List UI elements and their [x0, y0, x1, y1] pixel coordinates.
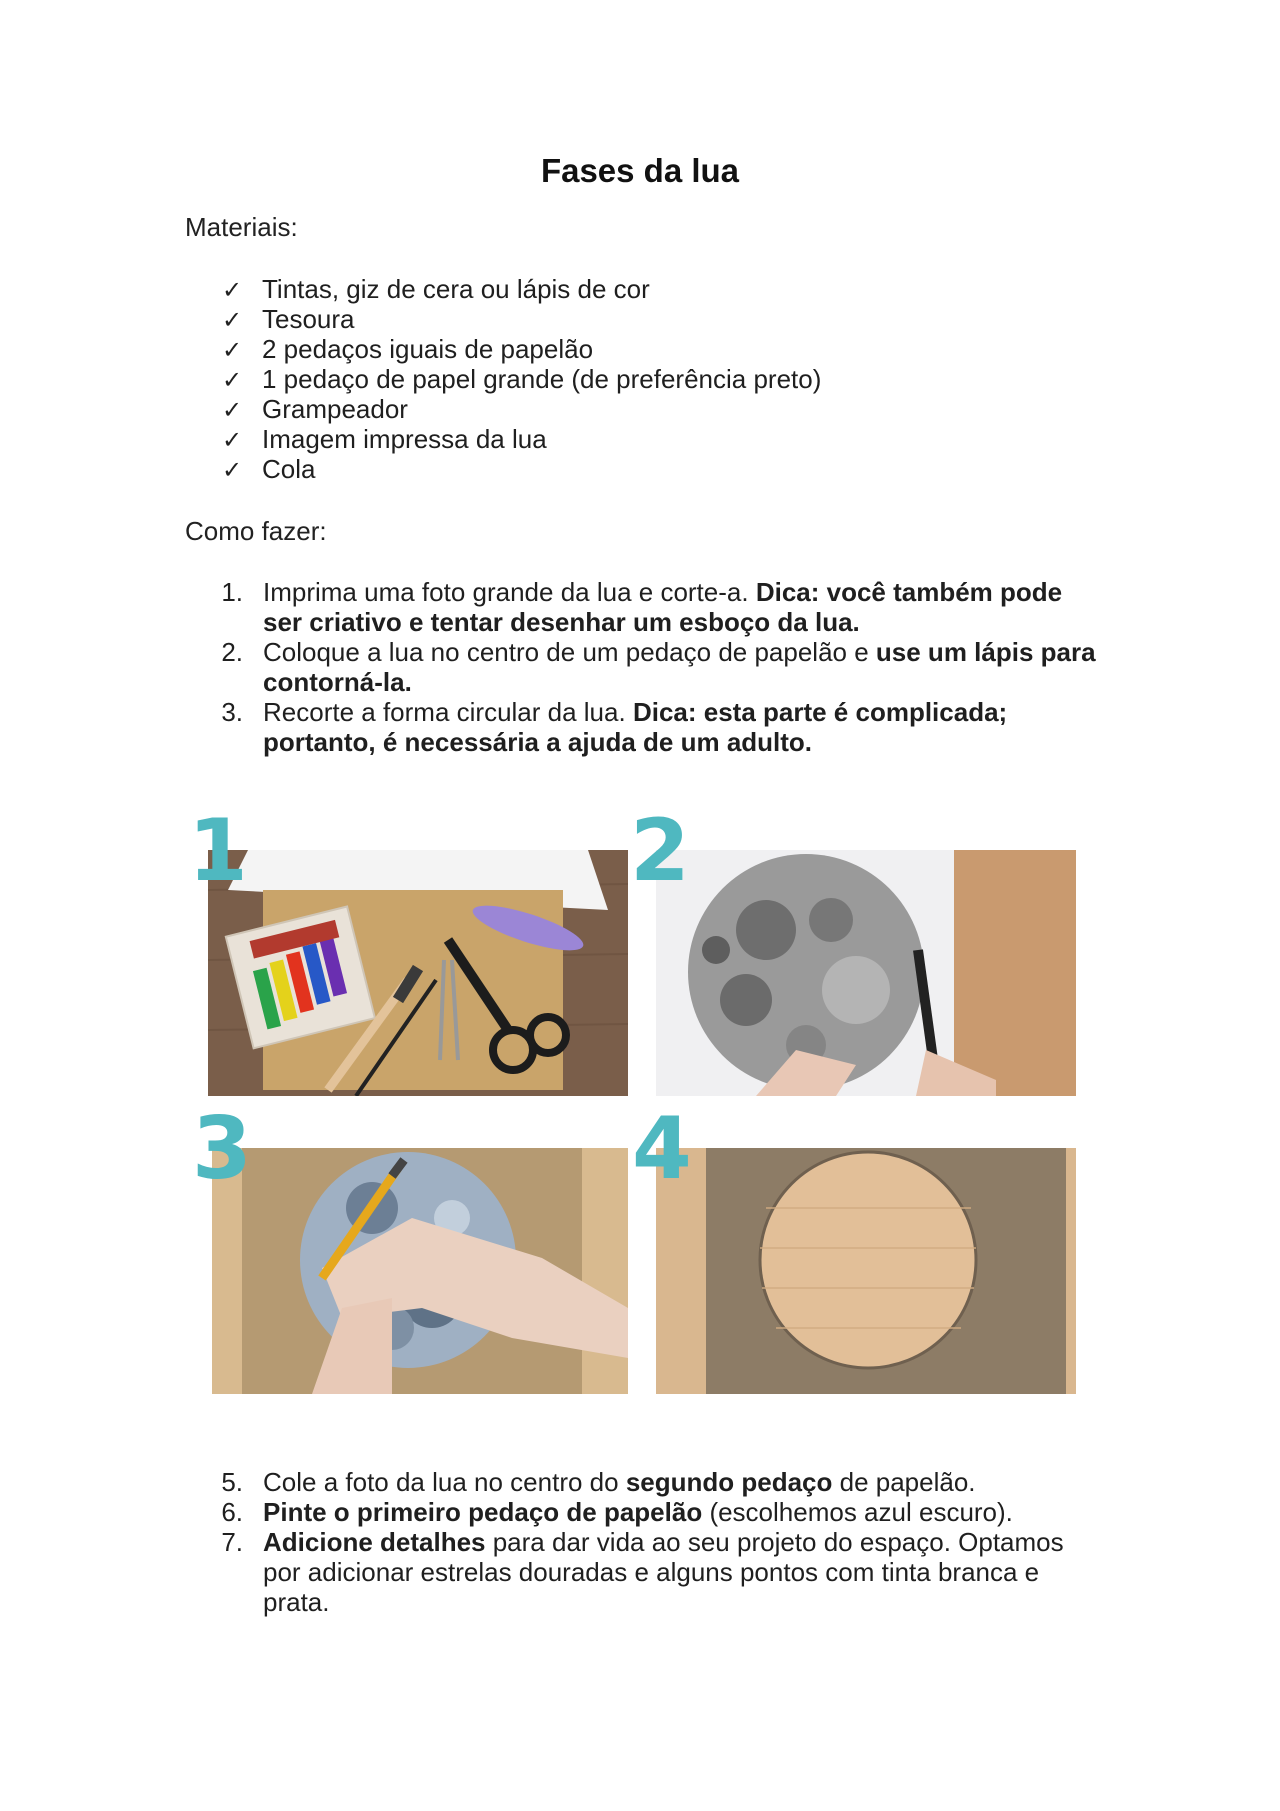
- list-item: ✓ Cola: [222, 454, 316, 484]
- check-icon: ✓: [222, 426, 243, 454]
- materials-heading: Materiais:: [185, 212, 298, 242]
- photo-cutout-cardboard: [656, 1148, 1076, 1394]
- list-item: ✓ Imagem impressa da lua: [222, 424, 547, 454]
- photo-number-2: 2: [630, 801, 690, 901]
- materials-list: [222, 274, 821, 484]
- check-icon: ✓: [222, 366, 243, 394]
- materials-illustration: [208, 850, 628, 1096]
- list-item: ✓ 2 pedaços iguais de papelão: [222, 334, 594, 364]
- list-item: 7. Adicione detalhes para dar vida ao seu projeto do espaço. Optamos por adicionar estrelas douradas e alguns pontos com tinta branca e prata.: [221, 1527, 1064, 1617]
- howto-heading: Como fazer:: [185, 516, 327, 546]
- cutout-illustration: [656, 1148, 1076, 1394]
- check-icon: ✓: [222, 396, 243, 424]
- list-item: 5. Cole a foto da lua no centro do segundo pedaço de papelão.: [221, 1467, 976, 1497]
- list-item: 2. Coloque a lua no centro de um pedaço de papelão e use um lápis para contorná-la.: [221, 637, 1096, 697]
- photo-materials: [208, 850, 628, 1096]
- photo-number-1: 1: [188, 801, 248, 901]
- check-icon: ✓: [222, 276, 243, 304]
- list-item: ✓ Tintas, giz de cera ou lápis de cor: [222, 274, 650, 304]
- list-item: 6. Pinte o primeiro pedaço de papelão (escolhemos azul escuro).: [221, 1497, 1013, 1527]
- check-icon: ✓: [222, 456, 243, 484]
- moon-cutting-illustration: [656, 850, 1076, 1096]
- steps-list-part1: [185, 577, 1105, 757]
- steps-list-part2: [185, 1467, 1105, 1617]
- photo-tracing-moon: [212, 1148, 628, 1394]
- check-icon: ✓: [222, 306, 243, 334]
- moon-tracing-illustration: [212, 1148, 628, 1394]
- list-item: ✓ Grampeador: [222, 394, 408, 424]
- list-item: ✓ Tesoura: [222, 304, 355, 334]
- check-icon: ✓: [222, 336, 243, 364]
- list-item: ✓ 1 pedaço de papel grande (de preferência preto): [222, 364, 822, 394]
- page-title: Fases da lua: [540, 152, 740, 189]
- photo-cutting-moon: [656, 850, 1076, 1096]
- photo-number-4: 4: [632, 1099, 692, 1199]
- photo-number-3: 3: [192, 1099, 252, 1199]
- list-item: 3. Recorte a forma circular da lua. Dica: esta parte é complicada; portanto, é necessária a ajuda de um adulto.: [221, 697, 1008, 757]
- list-item: 1. Imprima uma foto grande da lua e corte-a. Dica: você também pode ser criativo e tentar desenhar um esboço da lua.: [221, 577, 1063, 637]
